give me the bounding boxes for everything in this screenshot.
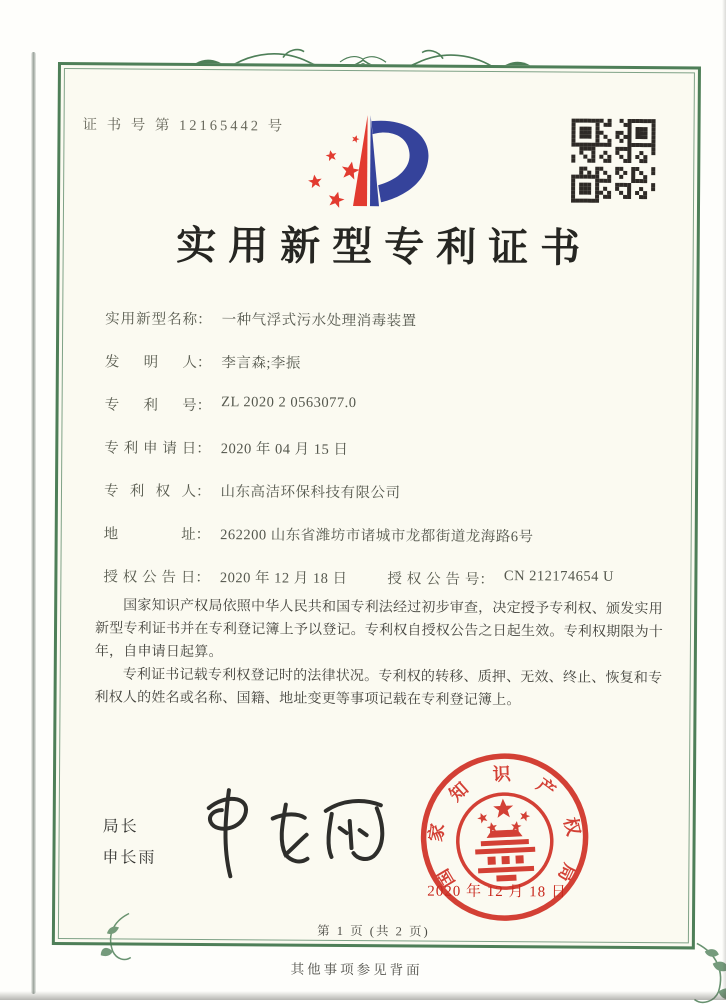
colon: ： (195, 569, 210, 587)
colon: ： (196, 440, 211, 458)
seal-date: 2020 年 12 月 18 日 (427, 883, 568, 901)
scan-edge-shadow (0, 991, 726, 1000)
scan-edge-shadow (722, 0, 726, 1000)
svg-text:家: 家 (425, 822, 448, 844)
field-row-address (103, 522, 666, 569)
book-spine-shadow (31, 52, 36, 994)
commissioner-name: 申长雨 (102, 849, 157, 867)
field-row-patentee (104, 479, 667, 526)
field-label: 授权公告号 (387, 571, 480, 588)
logo-stars (307, 134, 361, 209)
logo-spike-red (353, 115, 368, 206)
svg-text:识: 识 (492, 763, 512, 785)
field-value: 李言森;李振 (221, 355, 301, 372)
certificate-number: 证 书 号 第 12165442 号 (82, 117, 286, 135)
field-label: 地址 (103, 526, 196, 543)
colon: ： (197, 311, 212, 329)
fields-block (103, 307, 668, 612)
field-value: 2020 年 04 月 15 日 (220, 441, 349, 459)
svg-text:国: 国 (432, 865, 459, 892)
colon: ： (195, 483, 211, 501)
legal-text (94, 594, 663, 713)
page-indicator: 第 1 页 (共 2 页) (317, 923, 430, 939)
field-value: 一种气浮式污水处理消毒装置 (221, 312, 417, 330)
field-label: 专利权人 (103, 483, 197, 500)
colon: ： (195, 526, 211, 544)
field-row-inventor (105, 350, 668, 397)
svg-text:局: 局 (554, 860, 581, 886)
qr-code-icon (571, 119, 656, 204)
field-row-name (105, 307, 668, 354)
colon: ： (196, 397, 212, 415)
field-row-patent-no (104, 393, 667, 440)
field-value-grant-date: 2020 年 12 月 18 日 (219, 570, 348, 588)
signature-shen-changyu (188, 784, 401, 889)
body-paragraph-2: 专利证书记载专利权登记时的法律状况。专利权的转移、质押、无效、终止、恢复和专利权人的姓名或名称、国籍、地址变更等事项记载在专利登记簿上。 (94, 667, 663, 709)
field-value: 山东高洁环保科技有限公司 (220, 484, 401, 502)
body-paragraph-1: 国家知识产权局依照中华人民共和国专利法经过初步审查，决定授予专利权、颁发实用新型专利证书并在专利登记簿上予以登记。专利权自授权公告之日起生效。专利权期限为十年，自申请日起算。 (94, 598, 664, 661)
field-label: 授权公告日 (103, 569, 196, 586)
field-value: ZL 2020 2 0563077.0 (221, 394, 357, 412)
svg-text:知: 知 (445, 778, 473, 806)
cnipa-logo-icon (290, 109, 443, 212)
field-label: 发明人 (104, 354, 197, 371)
commissioner-block (102, 811, 156, 873)
field-label: 专利号 (104, 397, 197, 414)
colon: ： (196, 354, 212, 372)
field-label: 实用新型名称 (105, 311, 198, 328)
field-value: 262200 山东省潍坊市诸城市龙都街道龙海路6号 (220, 527, 534, 546)
national-emblem-icon (456, 792, 554, 890)
certificate-title: 实用新型专利证书 (176, 222, 593, 271)
svg-text:产: 产 (532, 774, 560, 802)
field-row-filing-date (104, 436, 667, 483)
commissioner-title: 局长 (102, 818, 139, 836)
certificate-frame (52, 62, 701, 949)
svg-text:权: 权 (560, 815, 584, 838)
reverse-side-note: 其他事项参见背面 (290, 961, 423, 978)
field-value-grant-no: CN 212174654 U (503, 568, 615, 585)
field-label: 专利申请日 (104, 440, 197, 457)
colon: ： (479, 571, 494, 589)
logo-p-bowl (371, 121, 429, 203)
